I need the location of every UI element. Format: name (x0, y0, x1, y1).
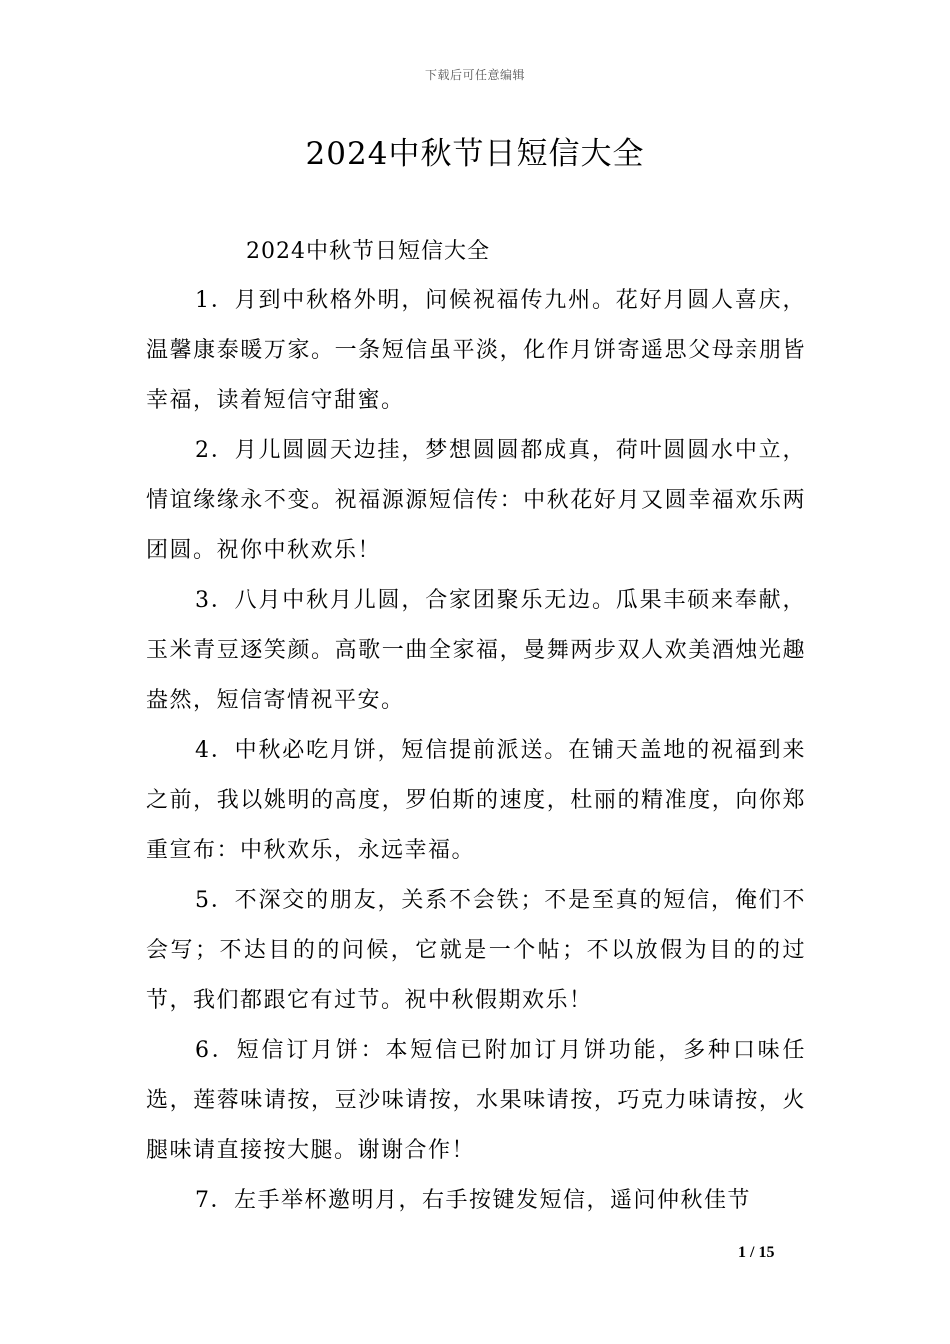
paragraph-4: 4．中秋必吃月饼，短信提前派送。在铺天盖地的祝福到来之前，我以姚明的高度，罗伯斯的速度，杜丽的精准度，向你郑重宣布：中秋欢乐，永远幸福。 (146, 738, 806, 863)
paragraph-2: 2．月儿圆圆天边挂，梦想圆圆都成真，荷叶圆圆水中立，情谊缘缘永不变。祝福源源短信传：中秋花好月又圆幸福欢乐两团圆。祝你中秋欢乐！ (146, 438, 806, 563)
paragraph-6: 6．短信订月饼：本短信已附加订月饼功能，多种口味任选，莲蓉味请按，豆沙味请按，水果味请按，巧克力味请按，火腿味请直接按大腿。谢谢合作！ (146, 1038, 806, 1163)
paragraph-7: 7．左手举杯邀明月，右手按键发短信，遥问仲秋佳节 (195, 1188, 751, 1213)
paragraph-1: 1．月到中秋格外明，问候祝福传九州。花好月圆人喜庆，温馨康泰暖万家。一条短信虽平淡，化作月饼寄遥思父母亲朋皆幸福，读着短信守甜蜜。 (146, 288, 806, 413)
body-subtitle: 2024中秋节日短信大全 (246, 239, 490, 264)
document-title: 2024中秋节日短信大全 (305, 136, 645, 172)
header-note: 下载后可任意编辑 (424, 68, 525, 82)
document-body (146, 228, 806, 1226)
paragraph-3: 3．八月中秋月儿圆，合家团聚乐无边。瓜果丰硕来奉献，玉米青豆逐笑颜。高歌一曲全家福，曼舞两步双人欢美酒烛光趣盎然，短信寄情祝平安。 (146, 588, 806, 713)
page-number: 1 / 15 (738, 1244, 775, 1261)
paragraph-5: 5．不深交的朋友，关系不会铁；不是至真的短信，俺们不会写；不达目的的问候，它就是一个帖；不以放假为目的的过节，我们都跟它有过节。祝中秋假期欢乐！ (146, 888, 806, 1013)
